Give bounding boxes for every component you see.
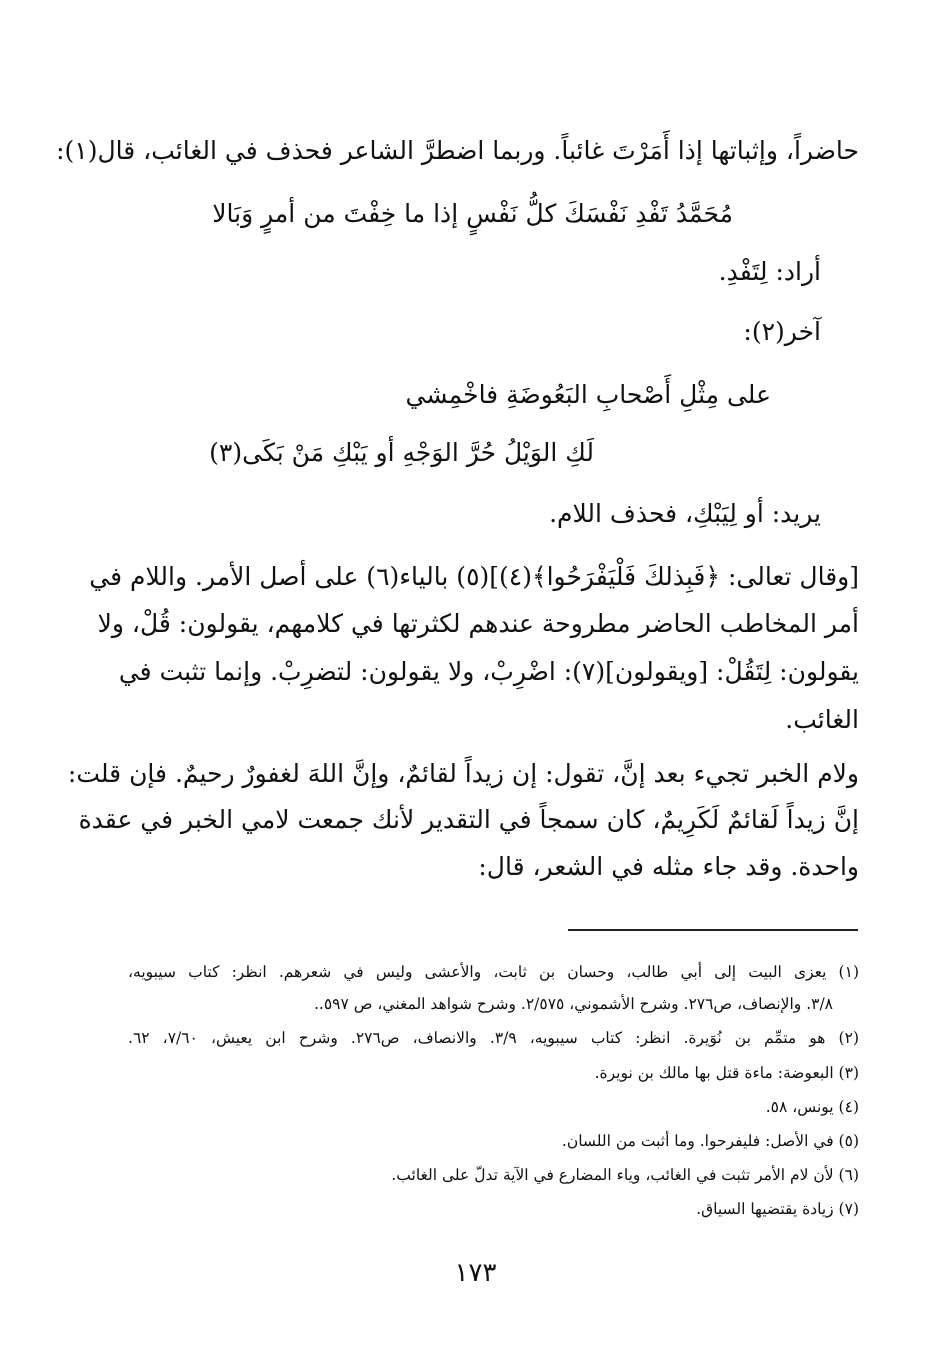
body-line-8: الغائب. — [785, 705, 859, 734]
body-line-10: إنَّ زيداً لَقائمٌ لَكَرِيمٌ، كان سمجاً في التقدير لأنك جمعت لامي الخبر في عقدة — [78, 805, 859, 834]
body-line-2: أراد: لِتَفْدِ. — [718, 257, 821, 286]
verse-line-3: لَكِ الوَيْلُ حُرَّ الوَجْهِ أو يَبْكِ مَنْ بَكَى(٣) — [209, 438, 594, 467]
body-line-5: [وقال تعالى: ﴿فَبِذلكَ فَلْيَفْرَحُوا﴾(٤)](٥) بالياء(٦) على أصل الأمر. واللام في — [89, 562, 859, 591]
footnote-6: (٦) لأن لام الأمر تثبت في الغائب، وياء المضارع في الآية تدلّ على الغائب. — [391, 1166, 859, 1184]
page-number: ١٧٣ — [454, 1258, 497, 1288]
verse-line-2: على مِثْلِ أَصْحابِ البَعُوضَةِ فاخْمِشي — [405, 380, 771, 409]
body-line-11: واحدة. وقد جاء مثله في الشعر، قال: — [478, 852, 859, 881]
footnote-1: (١) يعزى البيت إلى أبي طالب، وحسان بن ثابت، والأعشى وليس في شعرهم. انظر: كتاب سيبويه، — [128, 963, 859, 981]
footnote-5: (٥) في الأصل: فليفرحوا. وما أثبت من اللسان. — [561, 1132, 859, 1150]
footnote-4: (٤) يونس، ٥٨. — [765, 1098, 859, 1116]
footnote-1-cont: ٣/٨. والإنصاف، ص٢٧٦. وشرح الأشموني، ٢/٥٧٥. وشرح شواهد المغني، ص ٥٩٧.. — [313, 995, 833, 1013]
footnote-7: (٧) زيادة يقتضيها السياق. — [696, 1200, 859, 1218]
footnote-3: (٣) البعوضة: ماءة قتل بها مالك بن نويرة. — [594, 1064, 859, 1082]
body-line-1: حاضراً، وإثباتها إذا أَمَرْتَ غائباً. وربما اضطرَّ الشاعر فحذف في الغائب، قال(١): — [56, 136, 859, 165]
body-line-9: ولام الخبر تجيء بعد إنَّ، تقول: إن زيداً لقائمٌ، وإنَّ اللهَ لغفورٌ رحيمٌ. فإن قلت: — [67, 759, 859, 788]
body-line-3: آخر(٢): — [743, 317, 821, 346]
body-line-6: أمر المخاطب الحاضر مطروحة عندهم لكثرتها في كلامهم، يقولون: قُلْ، ولا — [97, 609, 859, 638]
verse-line-1: مُحَمَّدُ تَفْدِ نَفْسَكَ كلُّ نَفْسٍ إذا ما خِفْتَ من أمرٍ وَبَالا — [212, 199, 733, 228]
body-line-7: يقولون: لِتَقُلْ: [ويقولون](٧): اضْرِبْ، ولا يقولون: لتضرِبْ. وإنما تثبت في — [118, 657, 859, 686]
footnote-2: (٢) هو متمِّم بن نُوَيرة. انظر: كتاب سيبويه، ٣/٩. والانصاف، ص٢٧٦. وشرح ابن يعيش، ٧/٦٠، ٦٢. — [128, 1029, 859, 1047]
body-line-4: يريد: أو لِيَبْكِ، فحذف اللام. — [549, 499, 821, 528]
footnote-separator — [568, 929, 858, 931]
